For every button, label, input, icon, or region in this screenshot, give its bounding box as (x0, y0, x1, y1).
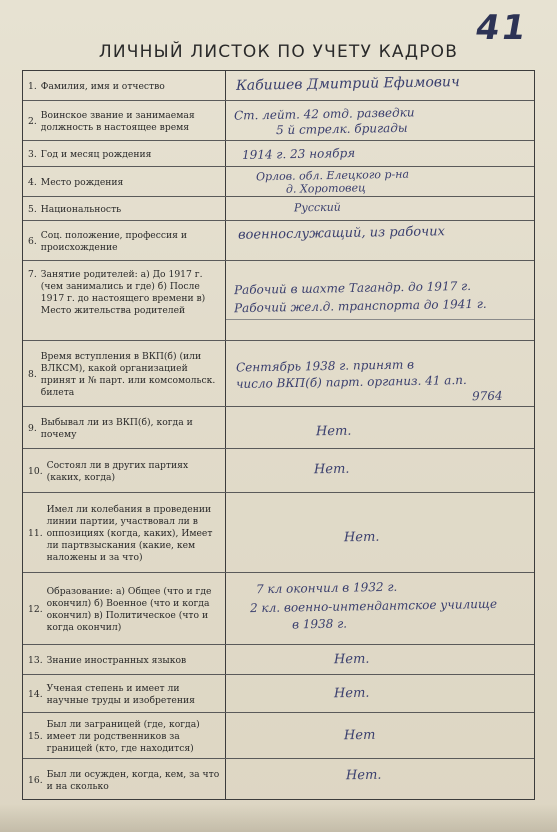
handwritten-answer: 9764 (471, 388, 503, 404)
row-number: 1. (28, 81, 37, 92)
row-answer (226, 71, 534, 100)
sheet-number: 41 (472, 8, 531, 48)
handwritten-answer: Нет. (333, 651, 370, 668)
row-label (23, 341, 226, 406)
row-label-text: Воинское звание и занимаемая должность в настоящее время (40, 110, 195, 133)
handwritten-answer: Рабочий жел.д. транспорта до 1941 г. (233, 296, 487, 316)
form-row-16 (23, 759, 534, 799)
row-label-text: Образование: а) Общее (что и где окончил) б) Военное (что и когда окончил) в) Политическое (что и когда окончил) (46, 586, 212, 633)
handwritten-answer: Сентябрь 1938 г. принят в (235, 357, 415, 375)
row-label-text: Был ли осужден, когда, кем, за что и на сколько (46, 768, 220, 792)
row-label (23, 71, 226, 100)
form-row-2 (23, 101, 534, 141)
row-label-text: Занятие родителей: а) До 1917 г. (чем занимались и где) б) После 1917 г. до настоящего времени в) Место жительства родителей (40, 269, 206, 316)
handwritten-answer: Русский (293, 200, 341, 215)
row-label-text: Ученая степень и имеет ли научные труды и изобретения (46, 683, 195, 706)
row-number: 11. (28, 528, 43, 539)
row-answer (226, 675, 534, 712)
row-label-text: Соц. положение, профессия и происхождение (40, 230, 187, 253)
handwritten-answer: 2 кл. военно-интендантское училище (249, 596, 498, 616)
row-label-text: Состоял ли в других партиях (каких, когда) (46, 460, 189, 483)
row-answer (226, 141, 534, 166)
handwritten-answer: 7 кл окончил в 1932 г. (255, 579, 398, 597)
form-row-4 (23, 167, 534, 197)
row-divider (226, 319, 534, 320)
row-answer (226, 713, 534, 758)
row-label (23, 167, 226, 196)
row-label (23, 141, 226, 166)
form-row-14 (23, 675, 534, 713)
handwritten-answer: Нет. (315, 423, 352, 440)
row-number: 5. (28, 204, 37, 215)
row-number: 3. (28, 149, 37, 160)
form-row-12 (23, 573, 534, 645)
row-answer (226, 167, 534, 196)
form-row-13 (23, 645, 534, 675)
row-answer (226, 759, 534, 799)
row-label (23, 675, 226, 712)
handwritten-answer: Нет. (345, 767, 382, 784)
row-label-text: Национальность (40, 204, 122, 215)
row-number: 7. (28, 269, 37, 280)
form-row-1 (23, 71, 534, 101)
row-label-text: Знание иностранных языков (46, 655, 187, 666)
row-label (23, 101, 226, 140)
row-label-text: Фамилия, имя и отчество (40, 81, 165, 92)
row-number: 10. (28, 466, 43, 477)
form-row-10 (23, 449, 534, 493)
row-answer (226, 341, 534, 406)
handwritten-answer: Ст. лейт. 42 отд. разведки (233, 105, 415, 123)
row-label (23, 759, 226, 799)
document-title: ЛИЧНЫЙ ЛИСТОК ПО УЧЕТУ КАДРОВ (98, 42, 459, 62)
handwritten-answer: Рабочий в шахте Тагандр. до 1917 г. (233, 278, 472, 298)
row-label-text: Место рождения (40, 177, 124, 188)
row-label-text: Выбывал ли из ВКП(б), когда и почему (40, 417, 193, 440)
handwritten-answer: д. Хоротовец (285, 181, 366, 196)
row-answer (226, 573, 534, 644)
row-label (23, 407, 226, 448)
row-number: 2. (28, 116, 37, 127)
handwritten-answer: Нет. (313, 461, 350, 478)
handwritten-answer: 1914 г. 23 ноября (241, 146, 356, 162)
row-number: 8. (28, 369, 37, 380)
handwritten-answer: в 1938 г. (291, 616, 348, 632)
handwritten-answer: Кабишев Дмитрий Ефимович (235, 74, 460, 94)
form-row-3 (23, 141, 534, 167)
form-row-5 (23, 197, 534, 221)
row-label-text: Имел ли колебания в проведении линии партии, участвовал ли в оппозициях (когда, каких), Имеет ли партвзыскания (какие, кем наложены и за что) (46, 504, 213, 563)
row-number: 4. (28, 177, 37, 188)
row-label (23, 573, 226, 644)
row-number: 15. (28, 731, 43, 742)
handwritten-answer: военнослужащий, из рабочих (237, 224, 446, 243)
row-label (23, 713, 226, 758)
paper-edge-shading (0, 804, 557, 832)
handwritten-answer: 5 й стрелк. бригады (275, 120, 408, 138)
form-row-9 (23, 407, 534, 449)
row-answer (226, 197, 534, 220)
row-answer (226, 101, 534, 140)
form-row-7 (23, 261, 534, 341)
row-number: 12. (28, 604, 43, 615)
form-table (22, 70, 535, 800)
row-number: 9. (28, 423, 37, 434)
form-row-8 (23, 341, 534, 407)
form-row-15 (23, 713, 534, 759)
row-label-text: Время вступления в ВКП(б) (или ВЛКСМ), какой организацией принят и № парт. или комсомольск. билета (40, 351, 216, 398)
row-label (23, 449, 226, 492)
handwritten-answer: Нет (343, 727, 376, 744)
row-number: 6. (28, 236, 37, 247)
row-label-text: Год и месяц рождения (40, 149, 152, 160)
row-label (23, 261, 226, 340)
form-row-11 (23, 493, 534, 573)
row-number: 13. (28, 655, 43, 666)
row-answer (226, 493, 534, 572)
handwritten-answer: число ВКП(б) парт. организ. 41 а.п. (235, 372, 467, 392)
row-label (23, 493, 226, 572)
row-answer (226, 449, 534, 492)
row-answer (226, 407, 534, 448)
row-label-text: Был ли заграницей (где, когда) имеет ли родственников за границей (кто, где находится) (46, 719, 200, 754)
form-row-6 (23, 221, 534, 261)
row-answer (226, 221, 534, 260)
row-label (23, 645, 226, 674)
handwritten-answer: Нет. (333, 685, 370, 702)
row-label (23, 221, 226, 260)
row-answer (226, 645, 534, 674)
row-answer (226, 261, 534, 340)
handwritten-answer: Орлов. обл. Елецкого р-на (255, 167, 410, 184)
handwritten-answer: Нет. (343, 529, 380, 546)
row-number: 14. (28, 689, 43, 700)
row-number: 16. (28, 774, 43, 786)
row-label (23, 197, 226, 220)
